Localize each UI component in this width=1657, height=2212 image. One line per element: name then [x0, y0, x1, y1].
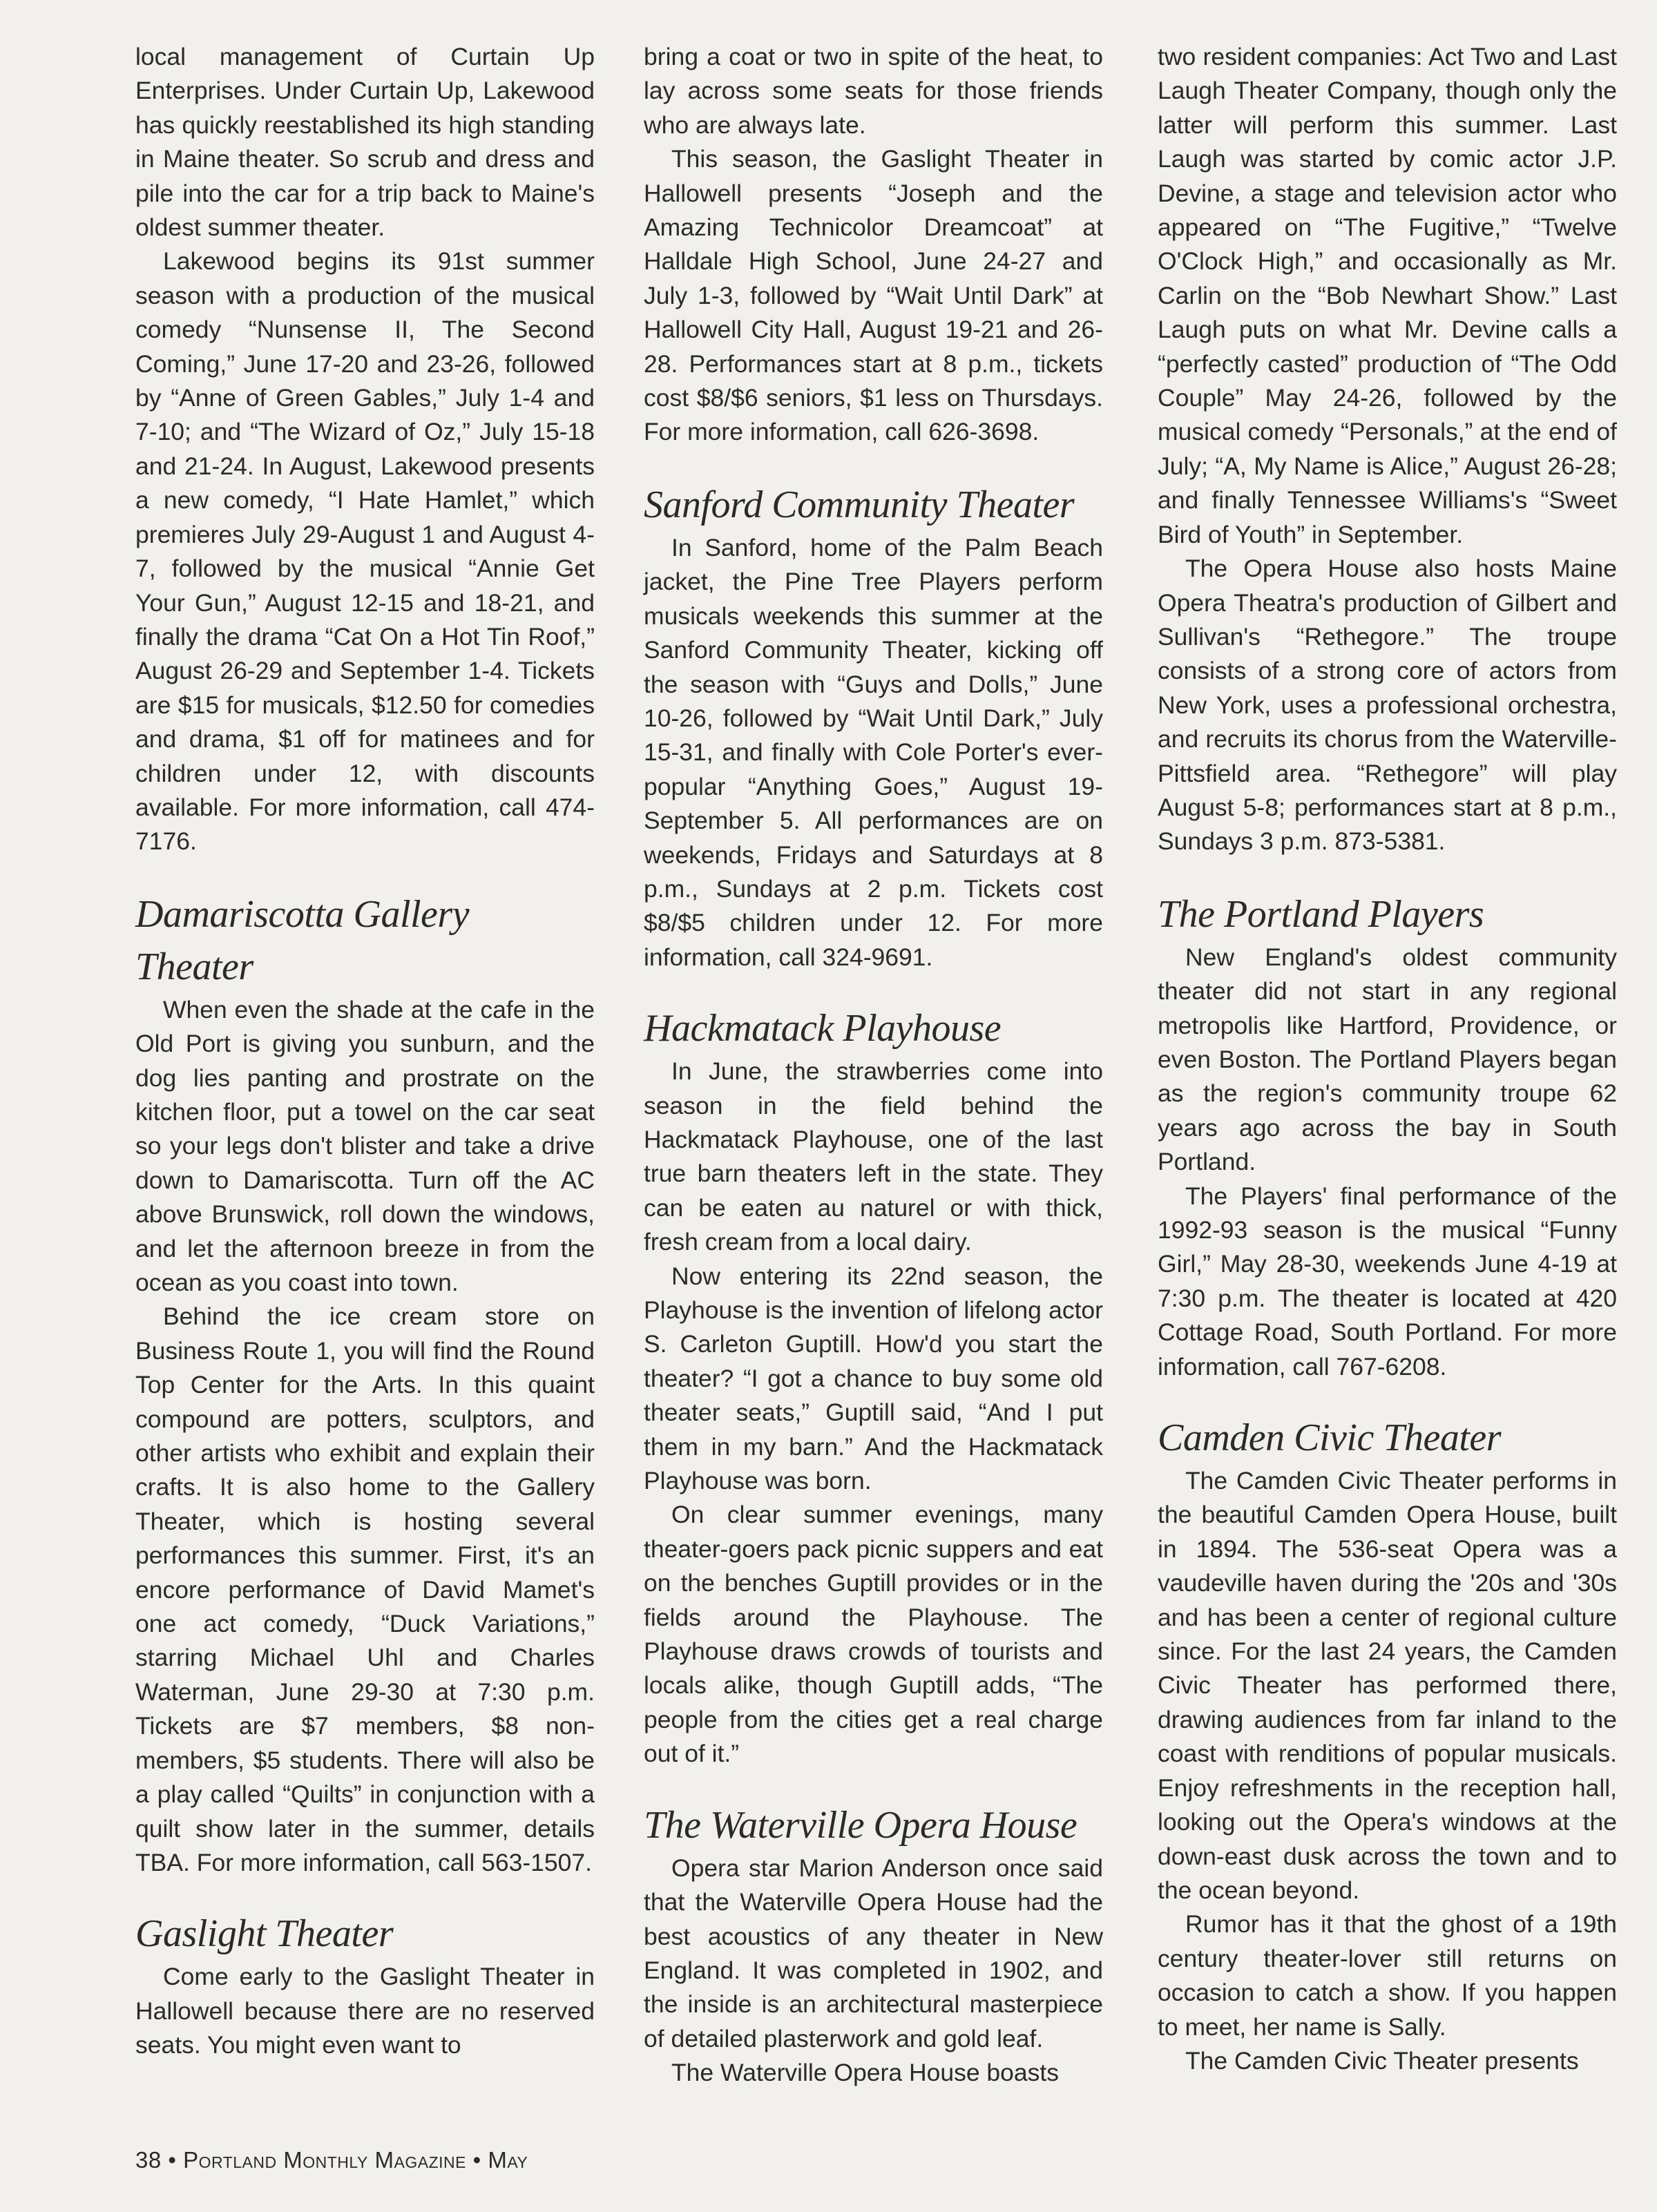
column-3	[1158, 40, 1617, 2078]
body-paragraph: Behind the ice cream store on Business Route 1, you will find the Round Top Center for the Arts. In this quaint compound are potters, sculptors, and other artists who exhibit and explain their crafts. It is also home to the Gallery Theater, which is hosting several performances this summer. First, it's an encore performance of David Mamet's one act comedy, “Duck Variations,” starring Michael Uhl and Charles Waterman, June 29-30 at 7:30 p.m. Tickets are $7 members, $8 non-members, $5 students. There will also be a play called “Quilts” in conjunction with a quilt show later in the summer, details TBA. For more information, call 563-1507.	[135, 1302, 595, 1876]
section-heading-damariscotta: Damariscotta Gallery Theater	[135, 892, 470, 988]
section-heading-camden: Camden Civic Theater	[1158, 1416, 1502, 1460]
body-paragraph: In June, the strawberries come into season in the field behind the Hackmatack Playhouse, one of the last true barn theaters left in the state. They can be eaten au naturel or with thick, fresh cream from a local dairy.	[644, 1057, 1103, 1256]
body-paragraph: Lakewood begins its 91st summer season with a production of the musical comedy “Nunsense II, The Second Coming,” June 17-20 and 23-26, followed by “Anne of Green Gables,” July 1-4 and 7-10; and “The Wizard of Oz,” July 15-18 and 21-24. In August, Lakewood presents a new comedy, “I Hate Hamlet,” which premieres July 29-August 1 and August 4-7, followed by the musical “Annie Get Your Gun,” August 12-15 and 18-21, and finally the drama “Cat On a Hot Tin Roof,” August 26-29 and September 1-4. Tickets are $15 for musicals, $12.50 for comedies and drama, $1 off for matinees and for children under 12, with discounts available. For more information, call 474-7176.	[135, 247, 595, 856]
body-paragraph: In Sanford, home of the Palm Beach jacket, the Pine Tree Players perform musicals weekends this summer at the Sanford Community Theater, kicking off the season with “Guys and Dolls,” June 10-26, followed by “Wait Until Dark,” July 15-31, and finally with Cole Porter's ever-popular “Anything Goes,” August 19-September 5. All performances are on weekends, Fridays and Saturdays at 8 p.m., Sundays at 2 p.m. Tickets cost $8/$5 children under 12. For more information, call 324-9691.	[644, 533, 1103, 971]
body-paragraph: The Opera House also hosts Maine Opera Theatra's production of Gilbert and Sullivan's “Rethegore.” The troupe consists of a strong core of actors from New York, uses a professional orchestra, and recruits its chorus from the Waterville-Pittsfield area. “Rethegore” will play August 5-8; performances start at 8 p.m., Sundays 3 p.m. 873-5381.	[1158, 555, 1617, 856]
section-heading-sanford: Sanford Community Theater	[644, 483, 1075, 526]
body-paragraph: New England's oldest community theater did not start in any regional metropolis like Hartford, Providence, or even Boston. The Portland Players began as the region's community troupe 62 years ago across the bay in South Portland.	[1158, 943, 1617, 1176]
body-paragraph: The Camden Civic Theater presents	[1185, 2046, 1579, 2075]
body-paragraph: When even the shade at the cafe in the Old Port is giving you sunburn, and the dog lies panting and prostrate on the kitchen floor, put a towel on the car seat so your legs don't blister and take a drive down to Damariscotta. Turn off the AC above Brunswick, roll down the windows, and let the afternoon breeze in from the ocean as you coast into town.	[135, 995, 595, 1296]
body-paragraph: Rumor has it that the ghost of a 19th century theater-lover still returns on occasion to catch a show. If you happen to meet, her name is Sally.	[1158, 1910, 1617, 2041]
section-heading-waterville: The Waterville Opera House	[644, 1803, 1077, 1847]
body-paragraph: The Camden Civic Theater performs in the beautiful Camden Opera House, built in 1894. The 536-seat Opera was a vaudeville haven during the '20s and '30s and has been a center of regional culture since. For the last 24 years, the Camden Civic Theater has performed there, drawing audiences from far inland to the coast with renditions of popular musicals. Enjoy refreshments in the reception hall, looking out the Opera's windows at the down-east dusk across the town and to the ocean beyond.	[1158, 1467, 1617, 1904]
body-paragraph: Opera star Marion Anderson once said that the Waterville Opera House had the best acoustics of any theater in New England. It was completed in 1902, and the inside is an architectural masterpiece of detailed plasterwork and gold leaf.	[644, 1854, 1103, 2052]
column-1	[135, 40, 595, 2063]
body-paragraph: two resident companies: Act Two and Last Laugh Theater Company, though only the latter will perform this summer. Last Laugh was started by comic actor J.P. Devine, a stage and television actor who appeared on “The Fugitive,” “Twelve O'Clock High,” and occasionally as Mr. Carlin on the “Bob Newhart Show.” Last Laugh puts on what Mr. Devine calls a “perfectly casted” production of “The Odd Couple” May 24-26, followed by the musical comedy “Personals,” at the end of July; “A, My Name is Alice,” August 26-28; and finally Tennessee Williams's “Sweet Bird of Youth” in September.	[1158, 43, 1617, 548]
body-paragraph: This season, the Gaslight Theater in Hallowell presents “Joseph and the Amazing Technicolor Dreamcoat” at Halldale High School, June 24-27 and July 1-3, followed by “Wait Until Dark” at Hallowell City Hall, August 19-21 and 26-28. Performances start at 8 p.m., tickets cost $8/$6 seniors, $1 less on Thursdays. For more information, call 626-3698.	[644, 145, 1103, 446]
column-2	[644, 40, 1103, 2090]
body-paragraph: local management of Curtain Up Enterprises. Under Curtain Up, Lakewood has quickly reestablished its high standing in Maine theater. So scrub and dress and pile into the car for a trip back to Maine's oldest summer theater.	[135, 43, 595, 242]
body-paragraph: On clear summer evenings, many theater-goers pack picnic suppers and eat on the benches Guptill provides or in the fields around the Playhouse. The Playhouse draws crowds of tourists and locals alike, though Guptill adds, “The people from the cities get a real charge out of it.”	[644, 1501, 1103, 1768]
section-heading-hackmatack: Hackmatack Playhouse	[644, 1007, 1002, 1050]
body-paragraph: The Waterville Opera House boasts	[671, 2059, 1060, 2087]
body-paragraph: Come early to the Gaslight Theater in Hallowell because there are no reserved seats. You might even want to	[135, 1963, 595, 2059]
section-heading-portland-players: The Portland Players	[1158, 892, 1484, 936]
body-paragraph: bring a coat or two in spite of the heat, to lay across some seats for those friends who are always late.	[644, 43, 1103, 139]
body-paragraph: The Players' final performance of the 1992-93 season is the musical “Funny Girl,” May 28-30, weekends June 4-19 at 7:30 p.m. The theater is located at 420 Cottage Road, South Portland. For more information, call 767-6208.	[1158, 1182, 1617, 1381]
body-paragraph: Now entering its 22nd season, the Playhouse is the invention of lifelong actor S. Carleton Guptill. How'd you start the theater? “I got a chance to buy some old theater seats,” Guptill said, “And I put them in my barn.” And the Hackmatack Playhouse was born.	[644, 1262, 1103, 1495]
page-footer: 38 • Portland Monthly Magazine • May	[135, 2147, 528, 2173]
section-heading-gaslight: Gaslight Theater	[135, 1912, 394, 1956]
